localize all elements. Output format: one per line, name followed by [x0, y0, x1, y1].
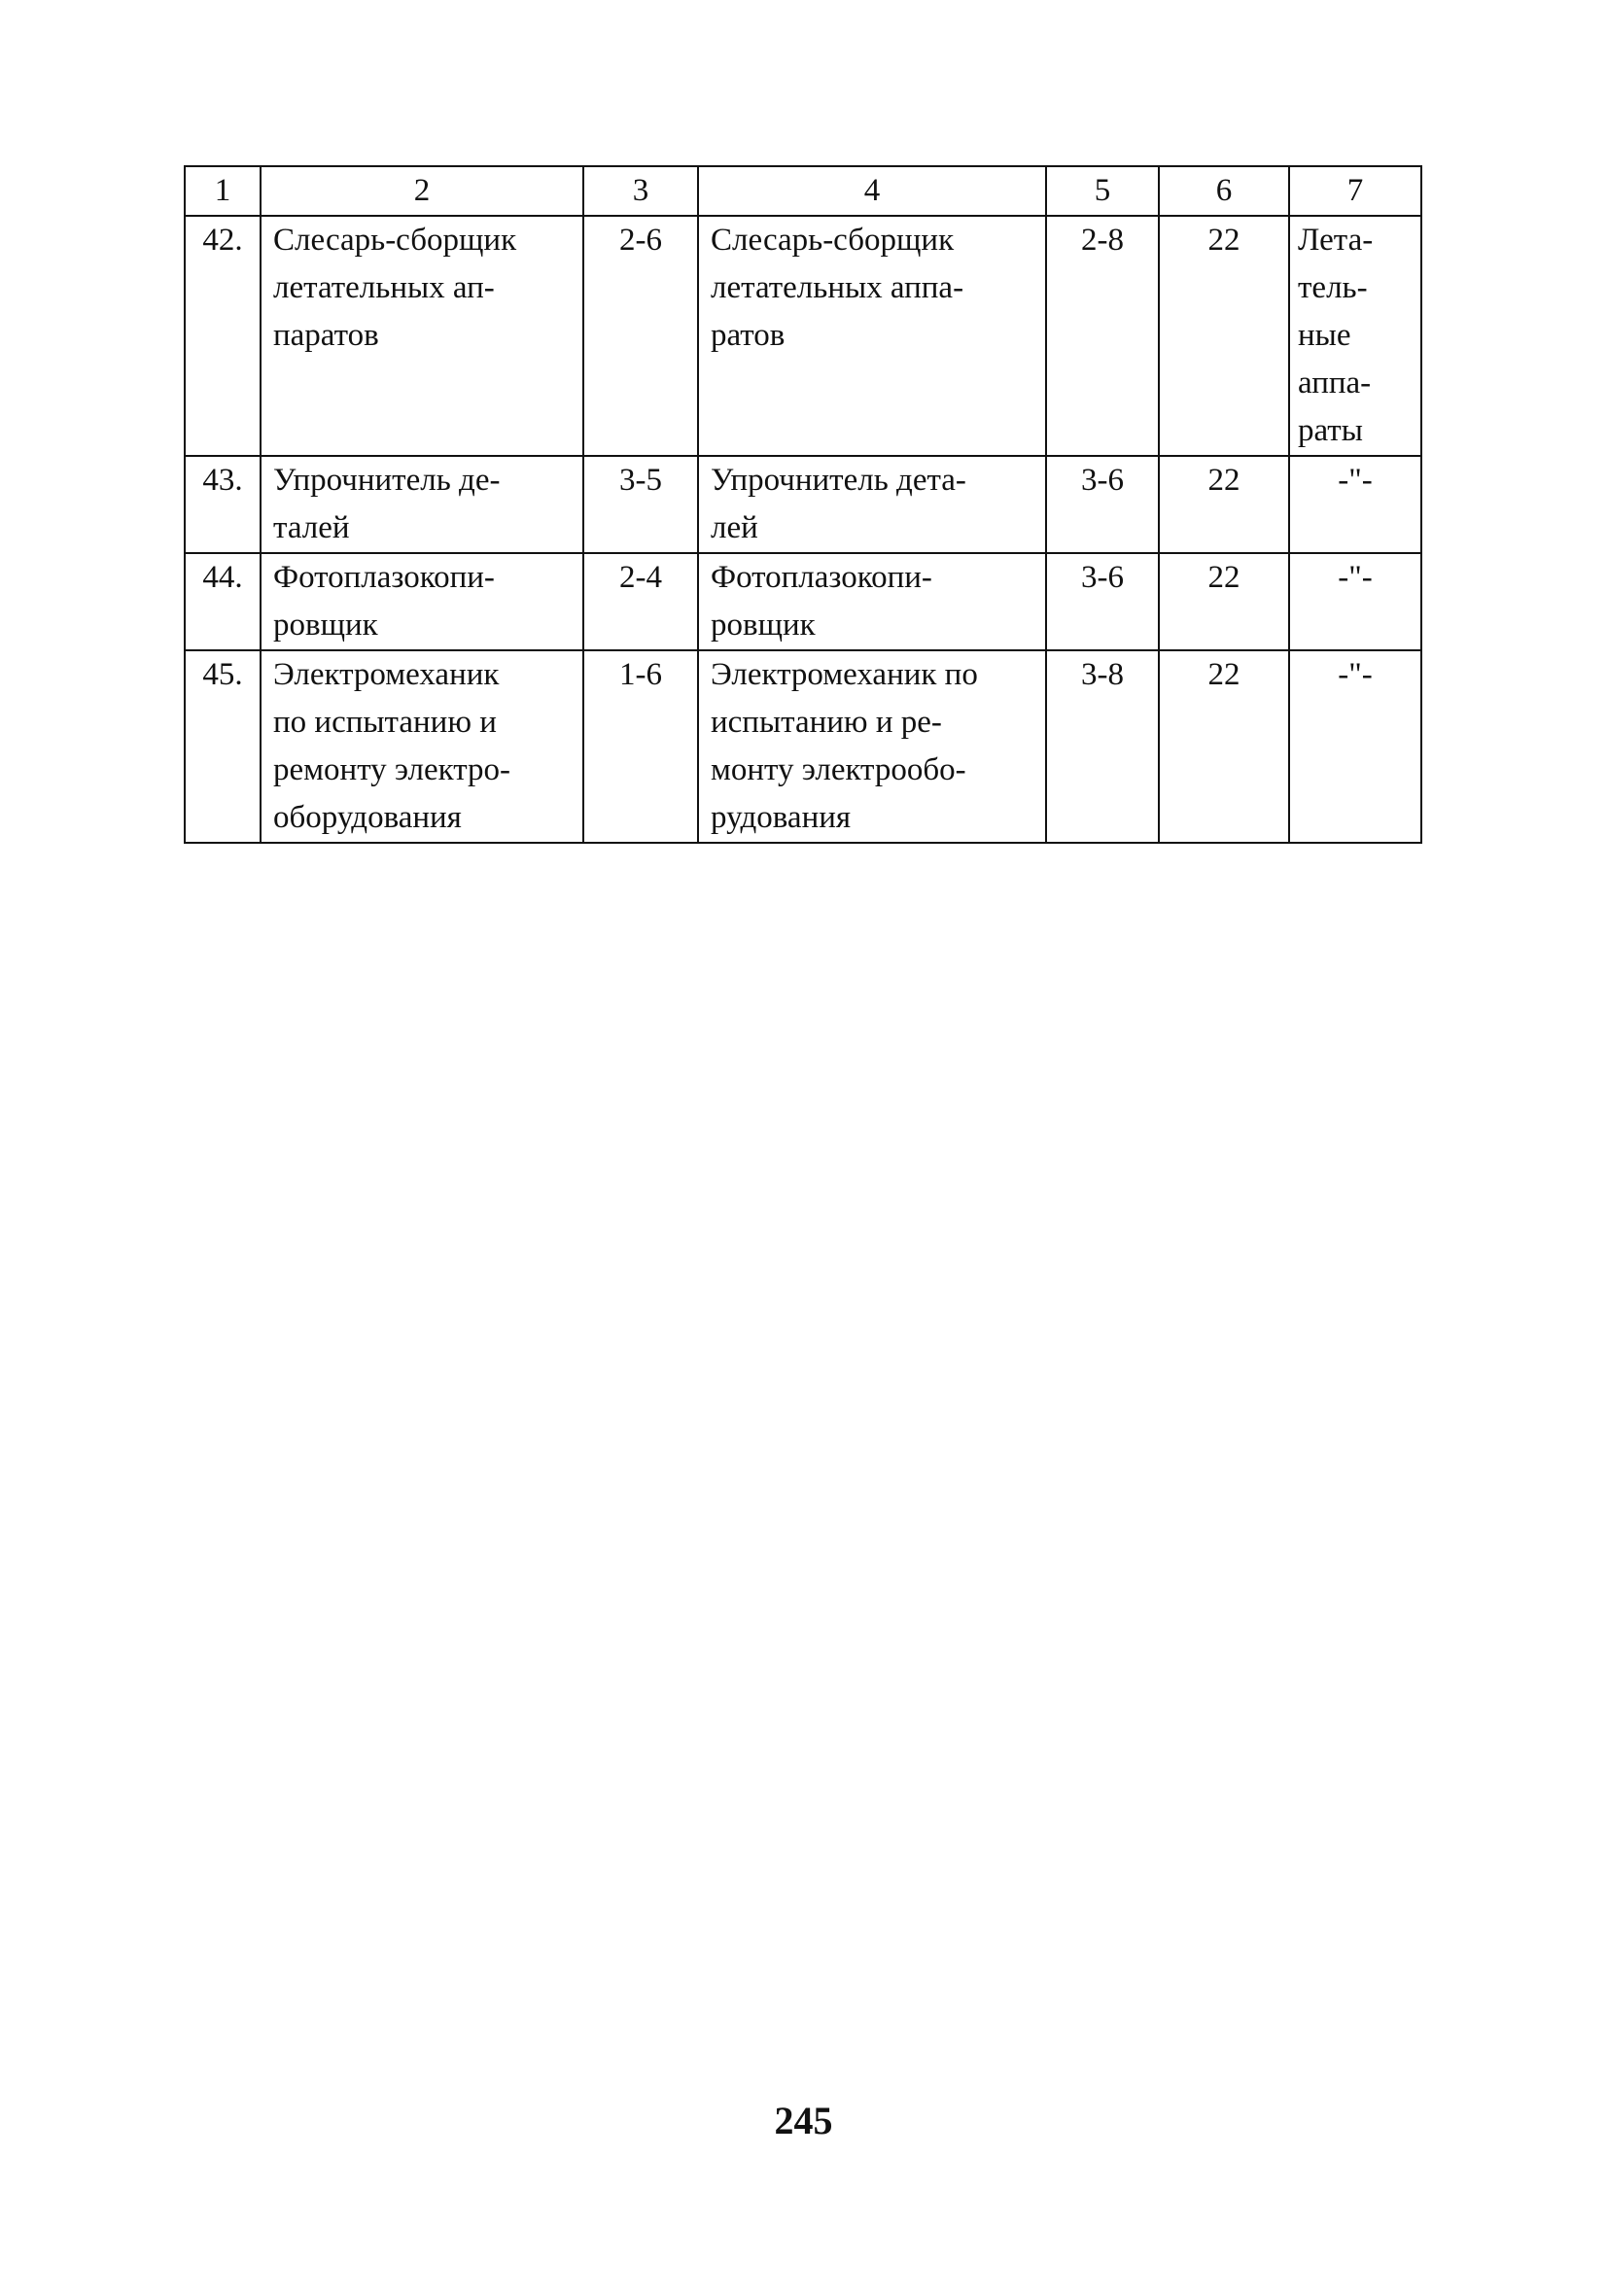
- header-cell-5: 5: [1046, 166, 1159, 216]
- row-number: 44.: [185, 553, 261, 650]
- section-text: Лета- тель- ные аппа- раты: [1298, 223, 1374, 448]
- table-row: [185, 216, 1421, 456]
- section-cell: [1289, 553, 1421, 650]
- profession-new-text: Слесарь-сборщик летательных аппа- ратов: [711, 223, 964, 353]
- table-header-row: [185, 166, 1421, 216]
- row-number: 45.: [185, 650, 261, 843]
- section-cell: [1289, 216, 1421, 456]
- profession-new-cell: [698, 553, 1046, 650]
- header-cell-2: 2: [261, 166, 583, 216]
- profession-table: [184, 165, 1422, 844]
- header-cell-6: 6: [1159, 166, 1289, 216]
- profession-new-cell: [698, 650, 1046, 843]
- profession-new-cell: [698, 216, 1046, 456]
- grades-new-cell: 3-6: [1046, 456, 1159, 553]
- table-row: [185, 650, 1421, 843]
- issue-cell: 22: [1159, 553, 1289, 650]
- grades-old-cell: 2-6: [583, 216, 698, 456]
- section-text: -"-: [1338, 560, 1373, 595]
- grades-new-cell: 3-8: [1046, 650, 1159, 843]
- profession-new-text: Фотоплазокопи- ровщик: [711, 560, 932, 643]
- grades-new-cell: 2-8: [1046, 216, 1159, 456]
- table-row: [185, 553, 1421, 650]
- profession-old-text: Фотоплазокопи- ровщик: [273, 560, 495, 643]
- header-cell-1: 1: [185, 166, 261, 216]
- issue-cell: 22: [1159, 650, 1289, 843]
- profession-old-text: Слесарь-сборщик летательных ап- паратов: [273, 223, 517, 353]
- issue-cell: 22: [1159, 216, 1289, 456]
- grades-old-cell: 2-4: [583, 553, 698, 650]
- header-cell-7: 7: [1289, 166, 1421, 216]
- header-cell-4: 4: [698, 166, 1046, 216]
- header-cell-3: 3: [583, 166, 698, 216]
- row-number: 43.: [185, 456, 261, 553]
- profession-old-text: Электромеханик по испытанию и ремонту электро- оборудования: [273, 657, 511, 835]
- profession-old-cell: [261, 553, 583, 650]
- row-number: 42.: [185, 216, 261, 456]
- grades-new-cell: 3-6: [1046, 553, 1159, 650]
- section-text: -"-: [1338, 657, 1373, 692]
- section-cell: [1289, 650, 1421, 843]
- table-row: [185, 456, 1421, 553]
- profession-old-cell: [261, 216, 583, 456]
- profession-old-cell: [261, 456, 583, 553]
- profession-old-cell: [261, 650, 583, 843]
- profession-old-text: Упрочнитель де- талей: [273, 463, 501, 545]
- issue-cell: 22: [1159, 456, 1289, 553]
- grades-old-cell: 1-6: [583, 650, 698, 843]
- grades-old-cell: 3-5: [583, 456, 698, 553]
- page-number: 245: [774, 2099, 833, 2142]
- profession-new-cell: [698, 456, 1046, 553]
- profession-new-text: Электромеханик по испытанию и ре- монту электрообо- рудования: [711, 657, 978, 835]
- section-text: -"-: [1338, 463, 1373, 498]
- profession-new-text: Упрочнитель дета- лей: [711, 463, 966, 545]
- section-cell: [1289, 456, 1421, 553]
